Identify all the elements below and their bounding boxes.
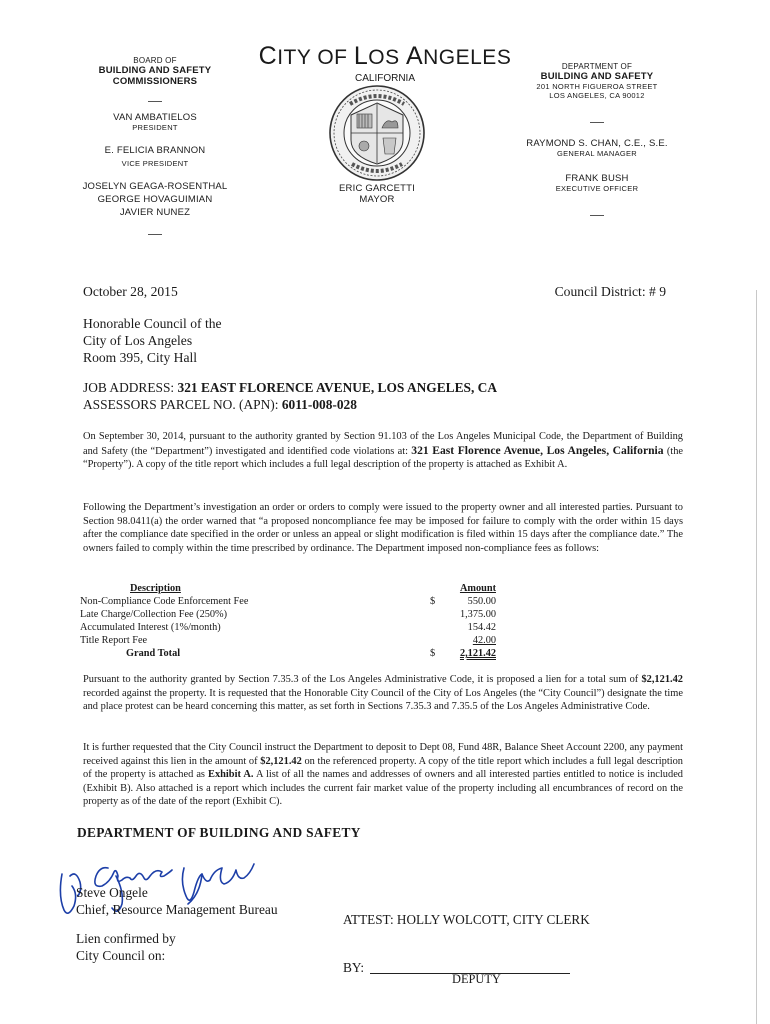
divider bbox=[148, 234, 162, 235]
president-title: PRESIDENT bbox=[132, 123, 178, 132]
fee-description: Title Report Fee bbox=[80, 635, 148, 646]
board-small-label: BOARD OF bbox=[133, 56, 177, 65]
grand-total-amount: 2,121.42 bbox=[459, 648, 496, 659]
lien-confirmed-line: Lien confirmed by bbox=[76, 931, 176, 946]
job-address-value: 321 EAST FLORENCE AVENUE, LOS ANGELES, CA bbox=[177, 380, 497, 395]
city-header bbox=[250, 42, 520, 84]
department-heading: DEPARTMENT OF BUILDING AND SAFETY bbox=[77, 825, 361, 840]
fee-description: Late Charge/Collection Fee (250%) bbox=[80, 609, 228, 620]
fee-table bbox=[80, 582, 496, 660]
apn-value: 6011-008-028 bbox=[281, 396, 357, 412]
divider bbox=[148, 101, 162, 102]
fee-amount: 1,375.00 bbox=[459, 609, 496, 620]
vice-president-name: E. FELICIA BRANNON bbox=[104, 145, 206, 156]
recipient-address bbox=[83, 315, 222, 366]
commissioner-2: GEORGE HOVAGUIMIAN bbox=[97, 194, 213, 205]
dept-address-line2: LOS ANGELES, CA 90012 bbox=[549, 91, 645, 100]
commissioner-3: JAVIER NUNEZ bbox=[119, 207, 191, 218]
table-row bbox=[80, 634, 496, 647]
council-district: Council District: # 9 bbox=[554, 284, 666, 299]
signer-block bbox=[76, 884, 278, 918]
fee-description: Accumulated Interest (1%/month) bbox=[80, 622, 221, 633]
job-address-label: JOB ADDRESS: bbox=[83, 380, 178, 395]
dollar-sign: $ bbox=[430, 648, 436, 659]
general-manager-name: RAYMOND S. CHAN, C.E., S.E. bbox=[526, 138, 668, 149]
attest-line: ATTEST: HOLLY WOLCOTT, CITY CLERK bbox=[343, 912, 590, 927]
fee-amount: 154.42 bbox=[467, 622, 496, 633]
dept-address-line1: 201 NORTH FIGUEROA STREET bbox=[536, 82, 658, 91]
city-title: CITY OF LOS ANGELES bbox=[258, 42, 512, 70]
fee-header-amount: Amount bbox=[459, 583, 496, 594]
state-label: CALIFORNIA bbox=[354, 73, 415, 84]
by-label: BY: bbox=[343, 960, 365, 975]
vice-president-title: VICE PRESIDENT bbox=[121, 159, 189, 168]
deputy-label: DEPUTY bbox=[452, 972, 501, 986]
apn-label: ASSESSORS PARCEL NO. (APN): bbox=[83, 396, 282, 412]
recipient-line: Room 395, City Hall bbox=[83, 350, 198, 365]
city-seal-icon bbox=[328, 84, 426, 182]
fee-amount: 550.00 bbox=[467, 596, 496, 607]
dept-line: BUILDING AND SAFETY bbox=[540, 71, 654, 82]
commissioner-1: JOSELYN GEAGA-ROSENTHAL bbox=[82, 181, 228, 192]
fee-header-description: Description bbox=[130, 583, 181, 594]
paragraph-lien: Pursuant to the authority granted by Section 7.35.3 of the Los Angeles Administrative Code, it is proposed a lien for a total sum of $2,121.42 recorded against the property. It is requested that the Honorable City Council of the City of Los Angeles (the “City Council”) designate the time and place protest can be heard concerning this matter, as set forth in Sections 7.35.3 and 7.35.5 of the Los Angeles Administrative Code. bbox=[83, 674, 683, 713]
executive-officer-title: EXECUTIVE OFFICER bbox=[555, 184, 639, 193]
paragraph-noncompliance: Following the Department’s investigation an order or orders to comply were issued to the property owner and all interested parties. Pursuant to Section 98.0411(a) the order warned that “a proposed noncompliance fee may be imposed for failure to comply with the order within 15 days after the compliance date specified in the order or unless an appeal or slight modification is filed within 15 days after the compliance date.” The owners failed to comply within the time prescribed by ordinance. The Department imposed non-compliance fees as follows: bbox=[83, 502, 683, 554]
general-manager-title: GENERAL MANAGER bbox=[556, 149, 638, 158]
board-line1: BUILDING AND SAFETY bbox=[98, 65, 212, 76]
recipient-line: Honorable Council of the bbox=[83, 316, 222, 331]
page-edge bbox=[756, 290, 757, 1024]
executive-officer-name: FRANK BUSH bbox=[565, 173, 629, 184]
table-row bbox=[80, 608, 496, 621]
department-block bbox=[522, 62, 672, 216]
letter-date: October 28, 2015 bbox=[83, 284, 178, 299]
paragraph-investigation: On September 30, 2014, pursuant to the authority granted by Section 91.103 of the Los Angeles Municipal Code, the Department of Building and Safety (the “Department”) investigated and identified code violations at: 321 East Florence Avenue, Los Angeles, California (the “Property”). A copy of the title report which includes a full legal description of the property is attached as Exhibit A. bbox=[83, 431, 683, 471]
table-row bbox=[80, 647, 496, 660]
dollar-sign: $ bbox=[430, 596, 436, 607]
mayor-name: ERIC GARCETTI bbox=[339, 183, 415, 194]
lien-confirmed-block bbox=[76, 930, 176, 964]
mayor-block bbox=[300, 183, 454, 205]
board-line2: COMMISSIONERS bbox=[112, 76, 198, 87]
table-row bbox=[80, 621, 496, 634]
president-name: VAN AMBATIELOS bbox=[113, 112, 197, 123]
fee-amount: 42.00 bbox=[472, 635, 496, 646]
grand-total-label: Grand Total bbox=[126, 648, 181, 659]
dept-small-label: DEPARTMENT OF bbox=[561, 62, 633, 71]
mayor-title: MAYOR bbox=[359, 194, 395, 205]
board-of-commissioners-block bbox=[80, 56, 230, 235]
signer-title: Chief, Resource Management Bureau bbox=[76, 902, 278, 917]
divider bbox=[590, 215, 604, 216]
table-row bbox=[80, 595, 496, 608]
job-address bbox=[83, 380, 497, 413]
signer-name: Steve Ongele bbox=[76, 885, 148, 900]
lien-confirmed-line: City Council on: bbox=[76, 948, 166, 963]
fee-description: Non-Compliance Code Enforcement Fee bbox=[80, 596, 249, 607]
divider bbox=[590, 122, 604, 123]
recipient-line: City of Los Angeles bbox=[83, 333, 193, 348]
paragraph-deposit: It is further requested that the City Council instruct the Department to deposit to Dept 08, Fund 48R, Balance Sheet Account 2200, any payment received against this lien in the amount of $2,121.42 on the referenced property. A copy of the title report which includes a full legal description of the property is attached as Exhibit A. A list of all the names and addresses of owners and all interested parties entitled to notice is included (Exhibit B). Also attached is a report which includes the current fair market value of the property including all encumbrances of record on the property as of the date of the report (Exhibit C). bbox=[83, 742, 683, 808]
